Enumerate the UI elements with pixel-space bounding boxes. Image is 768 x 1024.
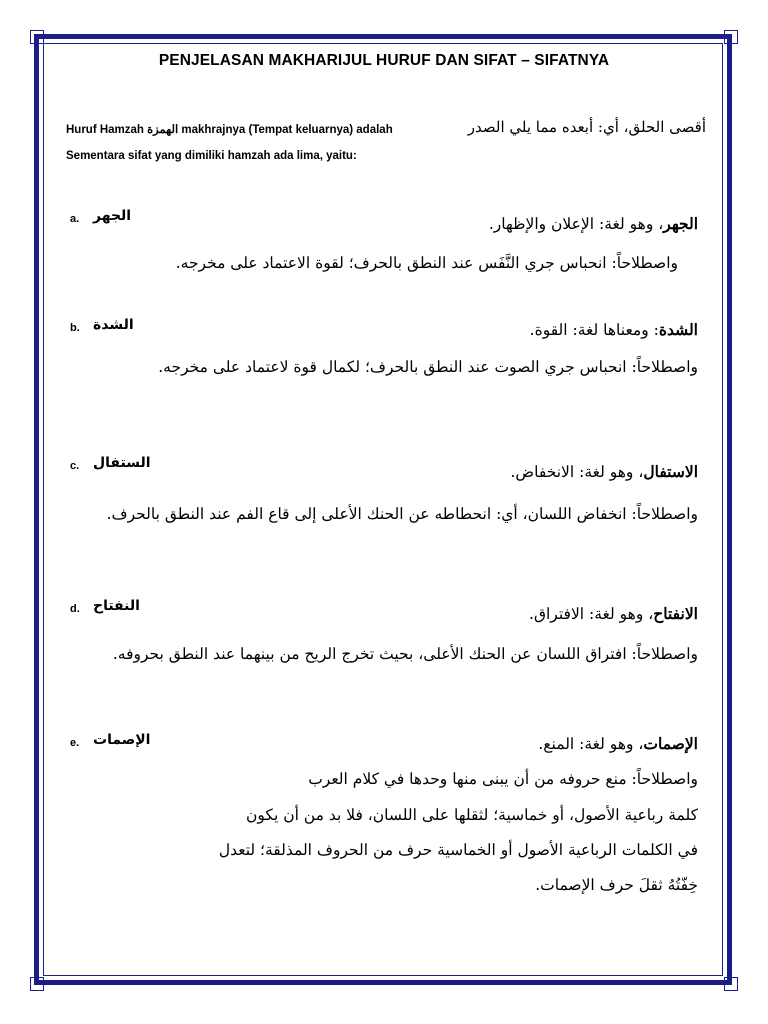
- section-a-heading: [489, 214, 698, 233]
- intro-arabic-word: الهمزة: [147, 124, 179, 136]
- intro-prefix: Huruf Hamzah: [66, 124, 148, 136]
- section-e-definition-line-3: في الكلمات الرباعية الأصول أو الخماسية حرف من الحروف المذلقة؛ لتعدل: [218, 841, 698, 859]
- intro-line-2: Sementara sifat yang dimiliki hamzah ada lima, yaitu:: [66, 150, 357, 162]
- section-d-name: النفتاح: [93, 598, 140, 614]
- section-c-heading: [510, 462, 698, 481]
- corner-ornament-bottom-left: [30, 977, 44, 991]
- section-d-heading: [529, 604, 698, 623]
- section-a-definition: واصطلاحاً: انحباس جري النَّفَس عند النطق بالحرف؛ لقوة الاعتماد على مخرجه.: [175, 254, 678, 272]
- section-a-letter: a.: [70, 213, 80, 225]
- section-e-meaning: ، وهو لغة: المنع.: [538, 735, 644, 753]
- section-b-term: الشدة: [658, 320, 698, 339]
- section-e-definition-line-2: كلمة رباعية الأصول، أو خماسية؛ لثقلها على اللسان، فلا بد من أن يكون: [246, 806, 698, 824]
- section-d-definition: واصطلاحاً: افتراق اللسان عن الحنك الأعلى، بحيث تخرج الريح من بينهما عند النطق بحروفه.: [112, 645, 698, 663]
- section-e-letter: e.: [70, 737, 80, 749]
- section-e-definition-line-4: خِفّتُهُ ثقلَ حرف الإصمات.: [535, 876, 698, 894]
- section-a-term: الجهر: [663, 214, 698, 233]
- section-c-definition: واصطلاحاً: انخفاض اللسان، أي: انحطاطه عن الحنك الأعلى إلى قاع الفم عند النطق بالحرف.: [106, 505, 698, 523]
- section-c-term: الاستفال: [643, 462, 698, 481]
- section-b-name: الشدة: [93, 317, 134, 333]
- section-b-meaning: : ومعناها لغة: القوة.: [529, 321, 659, 339]
- corner-ornament-bottom-right: [724, 977, 738, 991]
- section-e-term: الإصمات: [643, 734, 698, 753]
- section-e-name: الإصمات: [93, 732, 151, 748]
- section-b-heading: [530, 320, 698, 339]
- section-d-meaning: ، وهو لغة: الافتراق.: [529, 605, 654, 623]
- section-a-meaning: ، وهو لغة: الإعلان والإظهار.: [488, 215, 664, 233]
- section-e-definition-line-1: واصطلاحاً: منع حروفه من أن يبنى منها وحدها في كلام العرب: [308, 770, 698, 788]
- section-d-term: الانفتاح: [653, 604, 698, 623]
- section-c-letter: c.: [70, 460, 80, 472]
- corner-ornament-top-left: [30, 30, 44, 44]
- intro-arabic-makhraj: أقصى الحلق، أي: أبعده مما يلي الصدر: [467, 118, 706, 136]
- section-a-name: الجهر: [93, 208, 132, 224]
- section-d-letter: d.: [70, 603, 80, 615]
- intro-line-1: [66, 122, 393, 136]
- section-b-letter: b.: [70, 322, 80, 334]
- intro-suffix: makhrajnya (Tempat keluarnya) adalah: [178, 124, 393, 136]
- section-e-heading: [538, 734, 698, 753]
- section-b-definition: واصطلاحاً: انحباس جري الصوت عند النطق بالحرف؛ لكمال قوة لاعتماد على مخرجه.: [158, 358, 698, 376]
- corner-ornament-top-right: [724, 30, 738, 44]
- page-title: PENJELASAN MAKHARIJUL HURUF DAN SIFAT – SIFATNYA: [158, 52, 610, 69]
- section-c-name: الستفال: [93, 455, 151, 471]
- section-c-meaning: ، وهو لغة: الانخفاض.: [510, 463, 644, 481]
